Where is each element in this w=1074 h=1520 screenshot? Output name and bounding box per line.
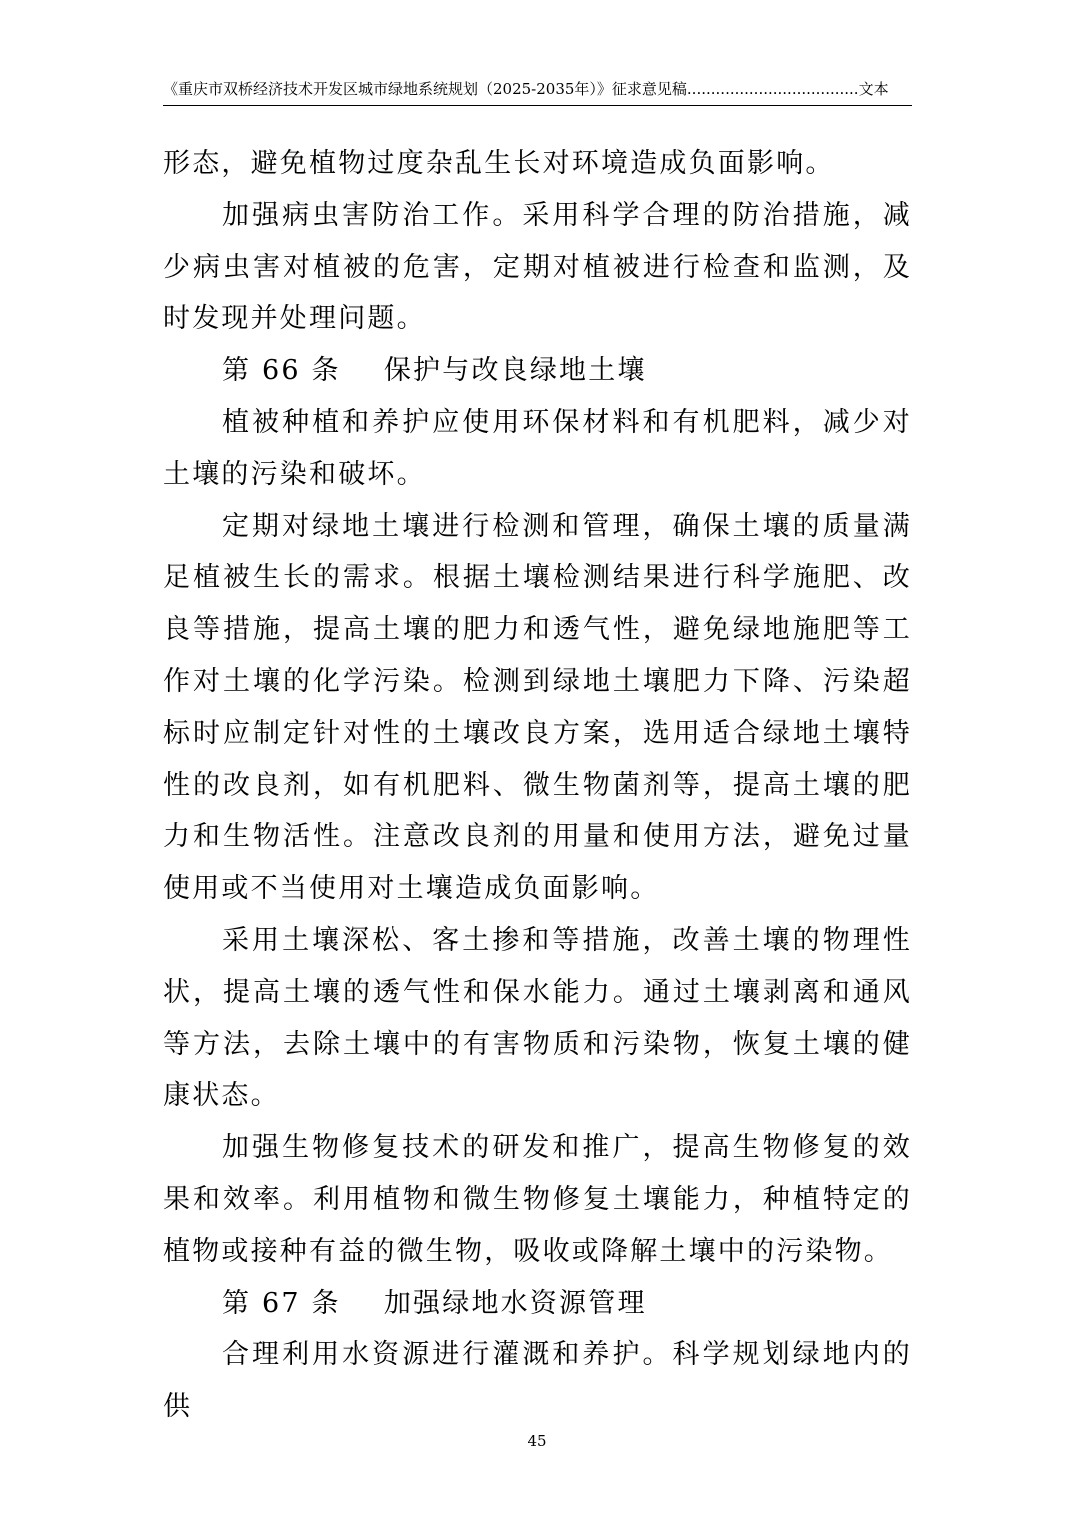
paragraph-bioremediation: 加强生物修复技术的研发和推广，提高生物修复的效果和效率。利用植物和微生物修复土壤能力，种植特定的植物或接种有益的微生物，吸收或降解土壤中的污染物。 (163, 1132, 912, 1267)
paragraph-continuation: 形态，避免植物过度杂乱生长对环境造成负面影响。 (163, 148, 835, 179)
article-66-heading: 第 66 条 保护与改良绿地土壤 (222, 355, 647, 387)
paragraph-water-resources: 合理利用水资源进行灌溉和养护。科学规划绿地内的供 (163, 1339, 912, 1423)
paragraph-soil-monitoring: 定期对绿地土壤进行检测和管理，确保土壤的质量满足植被生长的需求。根据土壤检测结果进行科学施肥、改良等措施，提高土壤的肥力和透气性，避免绿地施肥等工作对土壤的化学污染。检测到绿地土壤肥力下降、污染超标时应制定针对性的土壤改良方案，选用适合绿地土壤特性的改良剂，如有机肥料、微生物菌剂等，提高土壤的肥力和生物活性。注意改良剂的用量和使用方法，避免过量使用或不当使用对土壤造成负面影响。 (163, 510, 912, 905)
header-rule (163, 105, 912, 106)
page-number: 45 (527, 1432, 547, 1450)
paragraph-eco-materials: 植被种植和养护应使用环保材料和有机肥料，减少对土壤的污染和破坏。 (163, 406, 912, 490)
paragraph-soil-improvement: 采用土壤深松、客土掺和等措施，改善土壤的物理性状，提高土壤的透气性和保水能力。通过土壤剥离和通风等方法，去除土壤中的有害物质和污染物，恢复土壤的健康状态。 (163, 924, 912, 1112)
article-67-heading: 第 67 条 加强绿地水资源管理 (222, 1287, 647, 1319)
running-header: 《重庆市双桥经济技术开发区城市绿地系统规划（2025-2035年）》征求意见稿....................................文本 (163, 80, 889, 98)
document-body (163, 138, 912, 1433)
paragraph-pest-control: 加强病虫害防治工作。采用科学合理的防治措施，减少病虫害对植被的危害，定期对植被进行检查和监测，及时发现并处理问题。 (163, 199, 912, 335)
